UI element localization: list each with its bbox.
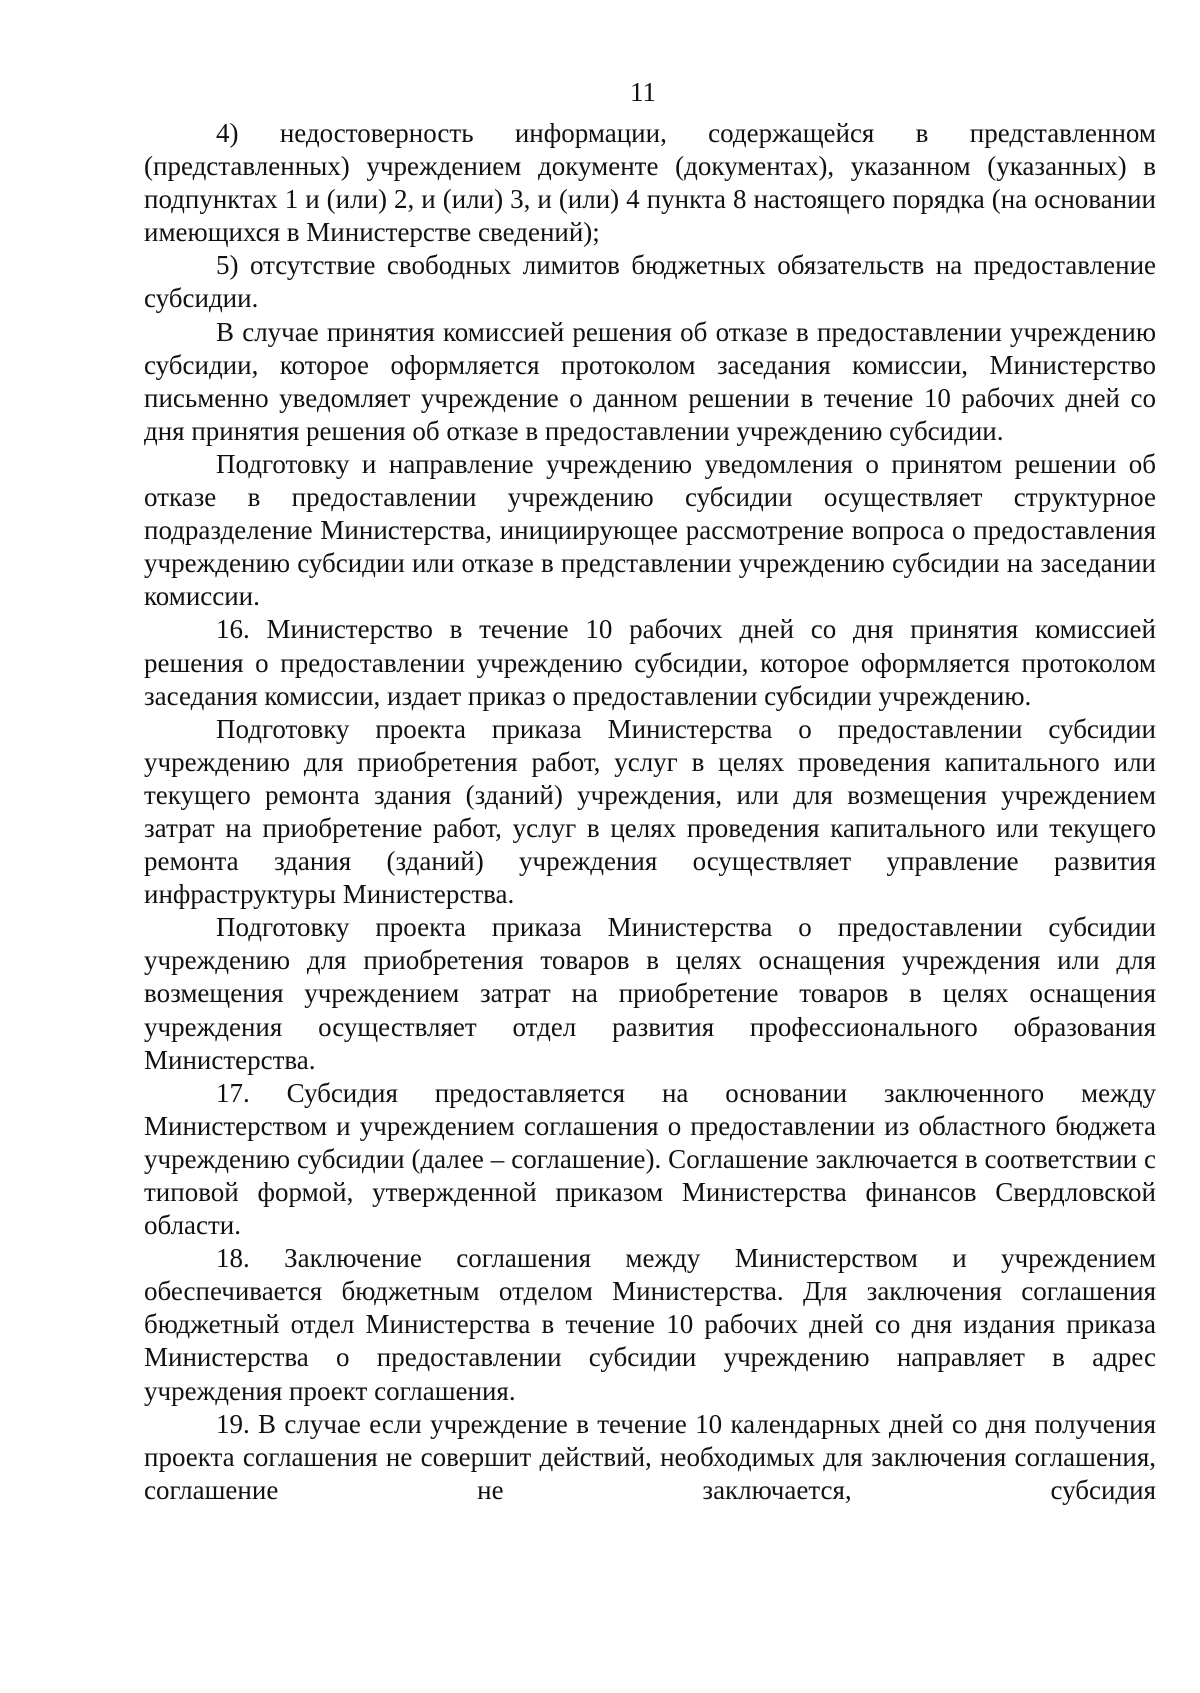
document-body (144, 117, 1156, 1507)
paragraph-19: 19. В случае если учреждение в течение 10 календарных дней со дня получения проекта соглашения не совершит действий, необходимых для заключения соглашения, соглашение не заключается, субсидия (144, 1408, 1156, 1505)
paragraph-order-repair: Подготовку проекта приказа Министерства о предоставлении субсидии учреждению для приобретения работ, услуг в целях проведения капитального или текущего ремонта здания (зданий) учреждения, или для возмещения учреждением затрат на приобретение работ, услуг в целях проведения капитального или текущего ремонта здания (зданий) учреждения осуществляет управление развития инфраструктуры Министерства. (144, 713, 1156, 910)
paragraph-notification-preparation: Подготовку и направление учреждению уведомления о принятом решении об отказе в предоставлении учреждению субсидии осуществляет структурное подразделение Министерства, инициирующее рассмотрение вопроса о предоставления учреждению субсидии или отказе в представлении учреждению субсидии на заседании комиссии. (144, 448, 1156, 612)
paragraph-item-4: 4) недостоверность информации, содержащейся в представленном (представленных) учреждением документе (документах), указанном (указанных) в подпунктах 1 и (или) 2, и (или) 3, и (или) 4 пункта 8 настоящего порядка (на основании имеющихся в Министерстве сведений); (144, 118, 1156, 248)
page-number: 11 (630, 77, 656, 107)
paragraph-18: 18. Заключение соглашения между Министерством и учреждением обеспечивается бюджетным отделом Министерства. Для заключения соглашения бюджетный отдел Министерства в течение 10 рабочих дней со дня издания приказа Министерства о предоставлении субсидии учреждению направляет в адрес учреждения проект соглашения. (144, 1243, 1156, 1406)
paragraph-refusal-notice: В случае принятия комиссией решения об отказе в предоставлении учреждению субсидии, которое оформляется протоколом заседания комиссии, Министерство письменно уведомляет учреждение о данном решении в течение 10 рабочих дней со дня принятия решения об отказе в предоставлении учреждению субсидии. (144, 316, 1156, 446)
paragraph-16: 16. Министерство в течение 10 рабочих дней со дня принятия комиссией решения о предоставлении учреждению субсидии, которое оформляется протоколом заседания комиссии, издает приказ о предоставлении субсидии учреждению. (144, 614, 1156, 711)
paragraph-item-5: 5) отсутствие свободных лимитов бюджетных обязательств на предоставление субсидии. (144, 250, 1156, 314)
paragraph-17: 17. Субсидия предоставляется на основании заключенного между Министерством и учреждением соглашения о предоставлении из областного бюджета учреждению субсидии (далее – соглашение). Соглашение заключается в соответствии с типовой формой, утвержденной приказом Министерства финансов Свердловской области. (144, 1077, 1156, 1241)
paragraph-order-equipment: Подготовку проекта приказа Министерства о предоставлении субсидии учреждению для приобретения товаров в целях оснащения учреждения или для возмещения учреждением затрат на приобретение товаров в целях оснащения учреждения осуществляет отдел развития профессионального образования Министерства. (144, 912, 1156, 1075)
